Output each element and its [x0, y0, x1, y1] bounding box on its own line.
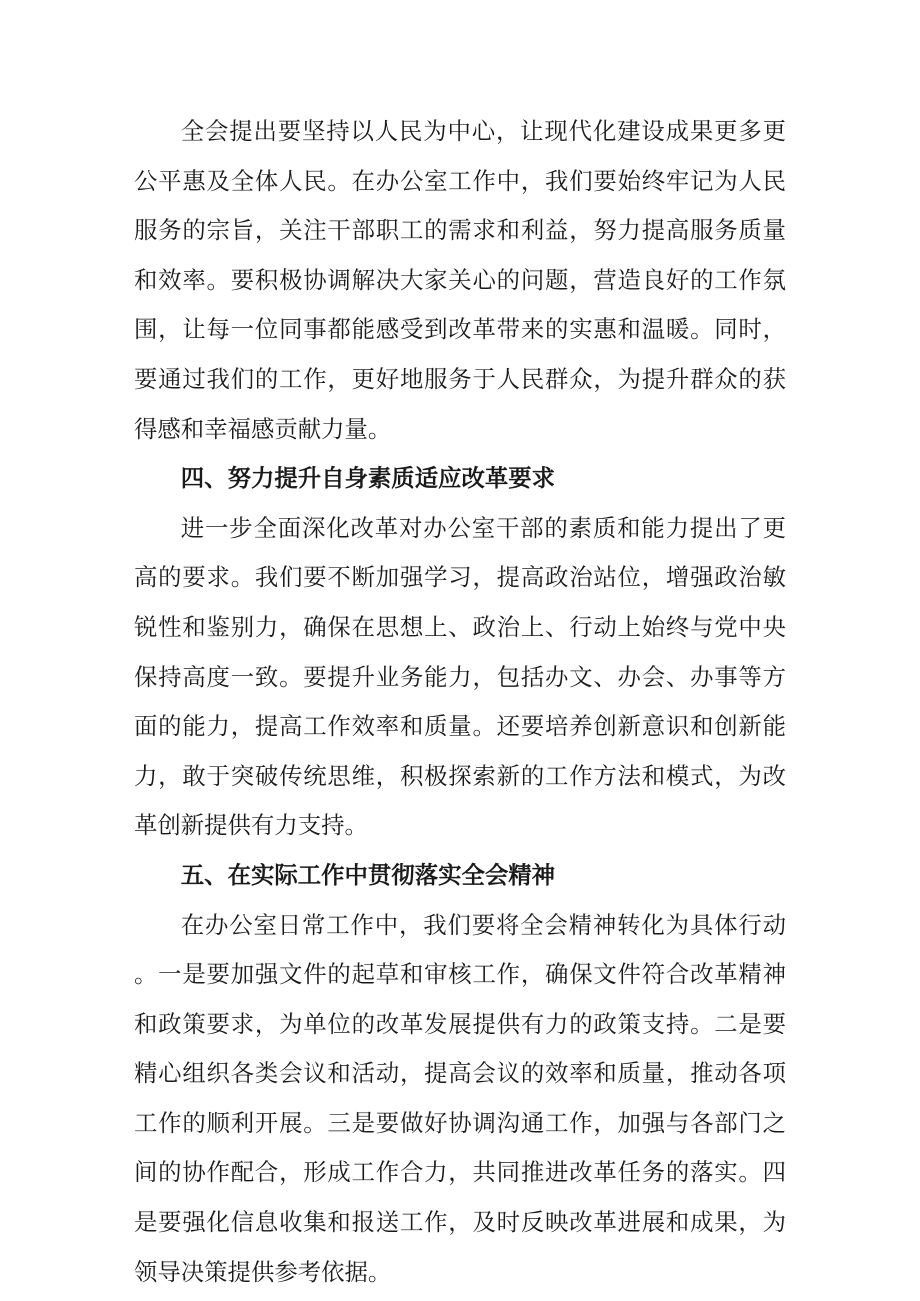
section-heading-4: 四、努力提升自身素质适应改革要求	[180, 464, 556, 493]
paragraph-improve-quality: 进一步全面深化改革对办公室干部的素质和能力提出了更高的要求。我们要不断加强学习，提高政治站位，增强政治敏锐性和鉴别力，确保在思想上、政治上、行动上始终与党中央保持高度一致。要提升业务能力，包括办文、办会、办事等方面的能力，提高工作效率和质量。还要培养创新意识和创新能力，敢于突破传统思维，积极探索新的工作方法和模式，为改革创新提供有力支持。	[134, 513, 786, 840]
paragraph-people-centered: 全会提出要坚持以人民为中心，让现代化建设成果更多更公平惠及全体人民。在办公室工作中，我们要始终牢记为人民服务的宗旨，关注干部职工的需求和利益，努力提高服务质量和效率。要积极协调解决大家关心的问题，营造良好的工作氛围，让每一位同事都能感受到改革带来的实惠和温暖。同时，要通过我们的工作，更好地服务于人民群众，为提升群众的获得感和幸福感贡献力量。	[134, 117, 786, 443]
paragraph-implementation: 在办公室日常工作中，我们要将全会精神转化为具体行动。一是要加强文件的起草和审核工作，确保文件符合改革精神和政策要求，为单位的改革发展提供有力的政策支持。二是要精心组织各类会议和活动，提高会议的效率和质量，推动各项工作的顺利开展。三是要做好协调沟通工作，加强与各部门之间的协作配合，形成工作合力，共同推进改革任务的落实。四是要强化信息收集和报送工作，及时反映改革进展和成果，为领导决策提供参考依据。	[134, 910, 786, 1286]
document-page	[134, 107, 786, 1297]
section-heading-5: 五、在实际工作中贯彻落实全会精神	[180, 860, 556, 889]
